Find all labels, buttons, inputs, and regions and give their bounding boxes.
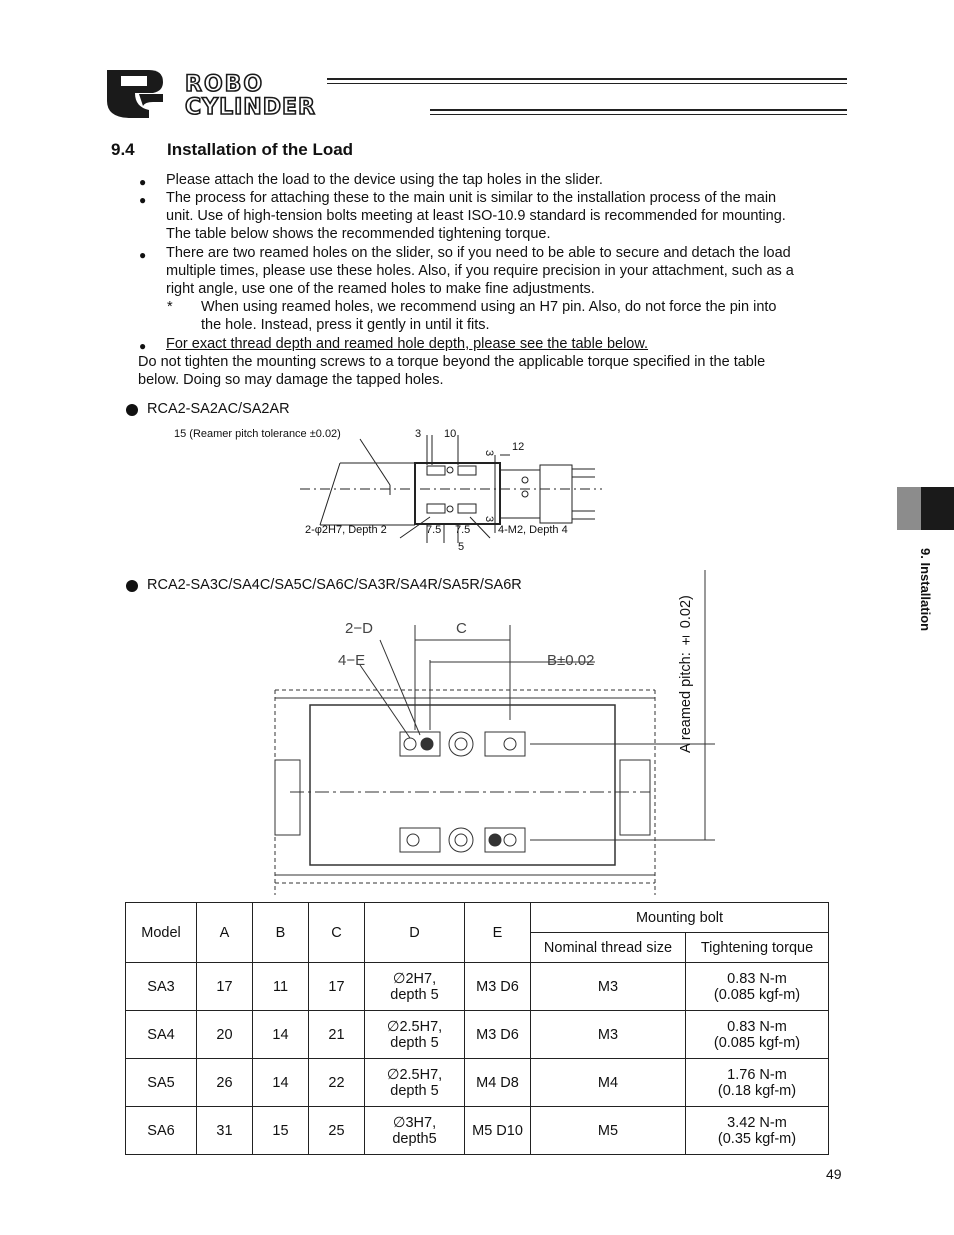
- side-tab-gray: [897, 487, 921, 530]
- cell-model: SA3: [126, 963, 197, 1011]
- header-tightening-torque: Tightening torque: [686, 933, 829, 963]
- cell-c: 21: [309, 1011, 365, 1059]
- svg-text:ROBO: ROBO: [185, 72, 265, 97]
- cell-model: SA4: [126, 1011, 197, 1059]
- dim-a-reamed-pitch: A reamed pitch: ± 0.02): [678, 595, 694, 753]
- cell-d: ∅3H7, depth5: [365, 1107, 465, 1155]
- cell-b: 11: [253, 963, 309, 1011]
- dim-12: 12: [512, 441, 525, 453]
- cell-d: ∅2H7, depth 5: [365, 963, 465, 1011]
- cell-model: SA5: [126, 1059, 197, 1107]
- cell-nominal: M5: [531, 1107, 686, 1155]
- table-row: [126, 1011, 829, 1059]
- cell-c: 22: [309, 1059, 365, 1107]
- dim-b: B±0.02: [547, 652, 595, 669]
- cell-b: 15: [253, 1107, 309, 1155]
- cell-e: M3 D6: [465, 1011, 531, 1059]
- header-rule-bottom: [430, 109, 847, 111]
- cell-a: 20: [197, 1011, 253, 1059]
- header-d: D: [365, 903, 465, 963]
- side-tab-label: 9. Installation: [918, 548, 933, 632]
- cell-e: M5 D10: [465, 1107, 531, 1155]
- cell-b: 14: [253, 1059, 309, 1107]
- figure1-label: RCA2-SA2AC/SA2AR: [147, 401, 290, 417]
- header-nominal-thread: Nominal thread size: [531, 933, 686, 963]
- header-c: C: [309, 903, 365, 963]
- cell-torque: 1.76 N-m (0.18 kgf-m): [686, 1059, 829, 1107]
- dim-3-top: 3: [415, 428, 422, 440]
- cell-torque: 0.83 N-m (0.085 kgf-m): [686, 963, 829, 1011]
- header-e: E: [465, 903, 531, 963]
- section-title: Installation of the Load: [167, 140, 354, 159]
- bullet-dot: ●: [139, 193, 147, 207]
- cell-torque: 0.83 N-m (0.085 kgf-m): [686, 1011, 829, 1059]
- robo-cylinder-logo: [105, 66, 425, 121]
- dim-tap-hole: 4-M2, Depth 4: [498, 524, 568, 536]
- section-number: 9.4: [111, 140, 135, 159]
- cell-c: 17: [309, 963, 365, 1011]
- bullet-dot: ●: [139, 339, 147, 353]
- cell-c: 25: [309, 1107, 365, 1155]
- cell-a: 17: [197, 963, 253, 1011]
- dim-reamer-pitch: 15 (Reamer pitch tolerance ±0.02): [174, 428, 341, 440]
- table-row: [126, 1107, 829, 1155]
- header-model: Model: [126, 903, 197, 963]
- header-rule-top: [327, 78, 847, 80]
- dim-3-right-bottom: 3: [483, 516, 495, 523]
- figure-bullet: [126, 580, 138, 592]
- cell-b: 14: [253, 1011, 309, 1059]
- dim-7-5-b: 7.5: [455, 524, 471, 536]
- dim-c: C: [456, 620, 467, 637]
- bullet-dot: ●: [139, 175, 147, 189]
- dim-10: 10: [444, 428, 457, 440]
- header-rule-top-thin: [327, 83, 847, 84]
- cell-d: ∅2.5H7, depth 5: [365, 1011, 465, 1059]
- header-b: B: [253, 903, 309, 963]
- svg-text:CYLINDER: CYLINDER: [185, 95, 316, 120]
- side-tab-black: [921, 487, 954, 530]
- cell-e: M4 D8: [465, 1059, 531, 1107]
- note-mark: *: [167, 299, 173, 315]
- dim-7-5-a: 7.5: [426, 524, 442, 536]
- dim-3-right-top: 3: [483, 450, 495, 457]
- table-row: [126, 963, 829, 1011]
- header-a: A: [197, 903, 253, 963]
- dim-4-e: 4−E: [338, 652, 366, 669]
- cell-nominal: M4: [531, 1059, 686, 1107]
- dim-pin-hole: 2-φ2H7, Depth 2: [305, 524, 387, 536]
- figure2-drawing: [270, 570, 720, 900]
- cell-d: ∅2.5H7, depth 5: [365, 1059, 465, 1107]
- cell-e: M3 D6: [465, 963, 531, 1011]
- bullet-2: The process for attaching these to the main unit is similar to the installation process of the main unit. Use of high-tension bolts meeting at least ISO-10.9 standard is recommended for mounting. The table below shows the recommended tightening torque.: [166, 190, 786, 243]
- cell-nominal: M3: [531, 963, 686, 1011]
- figure1-drawing: [290, 425, 610, 560]
- cell-torque: 3.42 N-m (0.35 kgf-m): [686, 1107, 829, 1155]
- figure2-label: RCA2-SA3C/SA4C/SA5C/SA6C/SA3R/SA4R/SA5R/SA6R: [147, 577, 522, 593]
- header-mounting-bolt: Mounting bolt: [531, 903, 829, 933]
- table-row: [126, 1059, 829, 1107]
- cell-a: 31: [197, 1107, 253, 1155]
- page-number: 49: [826, 1166, 842, 1182]
- header-rule-bottom-thin: [430, 114, 847, 115]
- dim-2-d: 2−D: [345, 620, 373, 637]
- bullet-1: Please attach the load to the device using the tap holes in the slider.: [166, 172, 603, 188]
- bullet-dot: ●: [139, 248, 147, 262]
- bullet-4-link-text: For exact thread depth and reamed hole depth, please see the table below.: [166, 336, 649, 352]
- cell-model: SA6: [126, 1107, 197, 1155]
- cell-nominal: M3: [531, 1011, 686, 1059]
- figure-bullet: [126, 404, 138, 416]
- dim-5: 5: [458, 541, 465, 553]
- warning-text: Do not tighten the mounting screws to a torque beyond the applicable torque specified in the table below. Doing so may damage the tapped holes.: [138, 354, 766, 389]
- note-text: When using reamed holes, we recommend using an H7 pin. Also, do not force the pin into the hole. Instead, press it gently in until it fits.: [201, 299, 777, 334]
- mounting-spec-table: [125, 902, 829, 1155]
- bullet-3: There are two reamed holes on the slider, so if you need to be able to secure and detach the load multiple times, please use these holes. Also, if you require precision in your attachment, such as a right angle, use one of the reamed holes to make fine adjustments.: [166, 245, 794, 298]
- cell-a: 26: [197, 1059, 253, 1107]
